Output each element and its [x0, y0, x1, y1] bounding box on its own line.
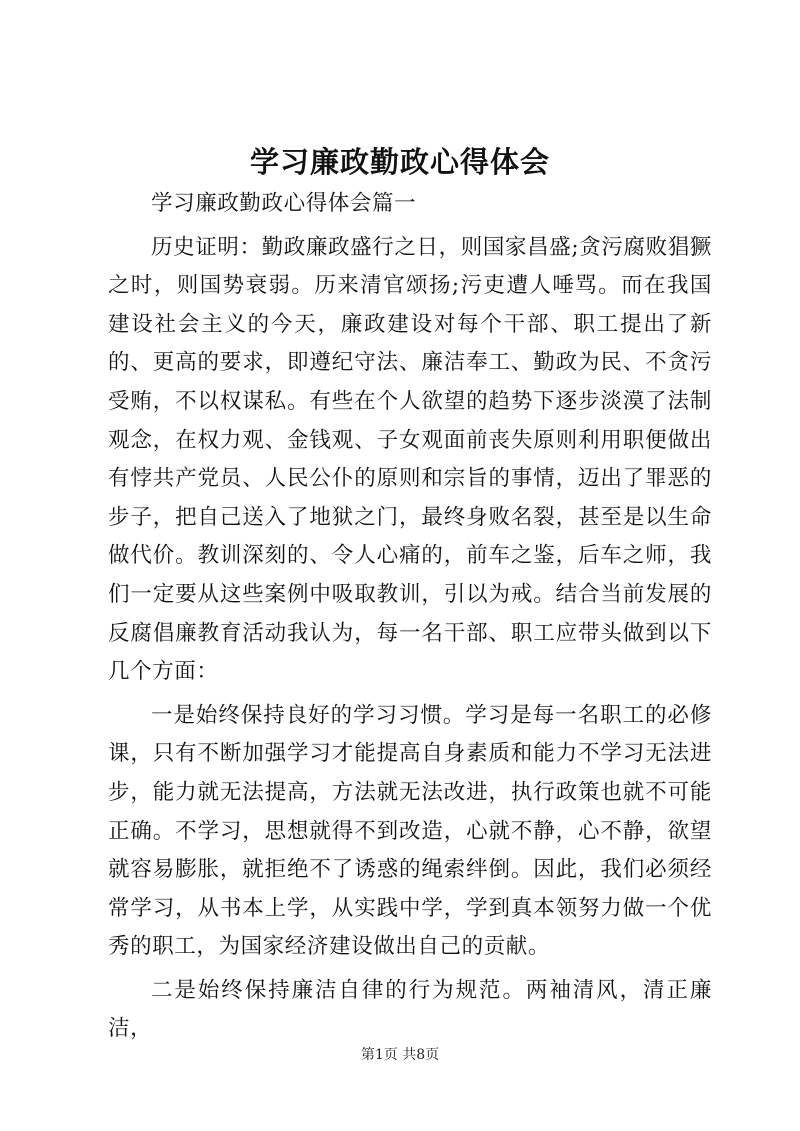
- document-title: 学习廉政勤政心得体会: [249, 145, 550, 179]
- page-number-footer: 第1页 共8页: [360, 1047, 440, 1063]
- paragraph-history: 历史证明：勤政廉政盛行之日，则国家昌盛;贪污腐败猖獗之时，则国势衰弱。历来清官颂扬;污吏遭人唾骂。而在我国建设社会主义的今天，廉政建设对每个干部、职工提出了新的、更高的要求，即遵纪守法、廉洁奉工、勤政为民、不贪污受贿，不以权谋私。有些在个人欲望的趋势下逐步淡漠了法制观念，在权力观、金钱观、子女观面前丧失原则利用职便做出有悖共产党员、人民公仆的原则和宗旨的事情，迈出了罪恶的步子，把自己送入了地狱之门，最终身败名裂，甚至是以生命做代价。教训深刻的、令人心痛的，前车之鉴，后车之师，我们一定要从这些案例中吸取教训，引以为戒。结合当前发展的反腐倡廉教育活动我认为，每一名干部、职工应带头做到以下几个方面：: [108, 234, 712, 685]
- section-heading: 学习廉政勤政心得体会篇一: [151, 191, 417, 216]
- paragraph-point-two: 二是始终保持廉洁自律的行为规范。两袖清风，清正廉洁，: [108, 977, 712, 1042]
- paragraph-point-one: 一是始终保持良好的学习习惯。学习是每一名职工的必修课，只有不断加强学习才能提高自身素质和能力不学习无法进步，能力就无法提高，方法就无法改进，执行政策也就不可能正确。不学习，思想就得不到改造，心就不静，心不静，欲望就容易膨胀，就拒绝不了诱惑的绳索绊倒。因此，我们必须经常学习，从书本上学，从实践中学，学到真本领努力做一个优秀的职工，为国家经济建设做出自己的贡献。: [108, 702, 712, 960]
- document-body: [108, 185, 712, 1049]
